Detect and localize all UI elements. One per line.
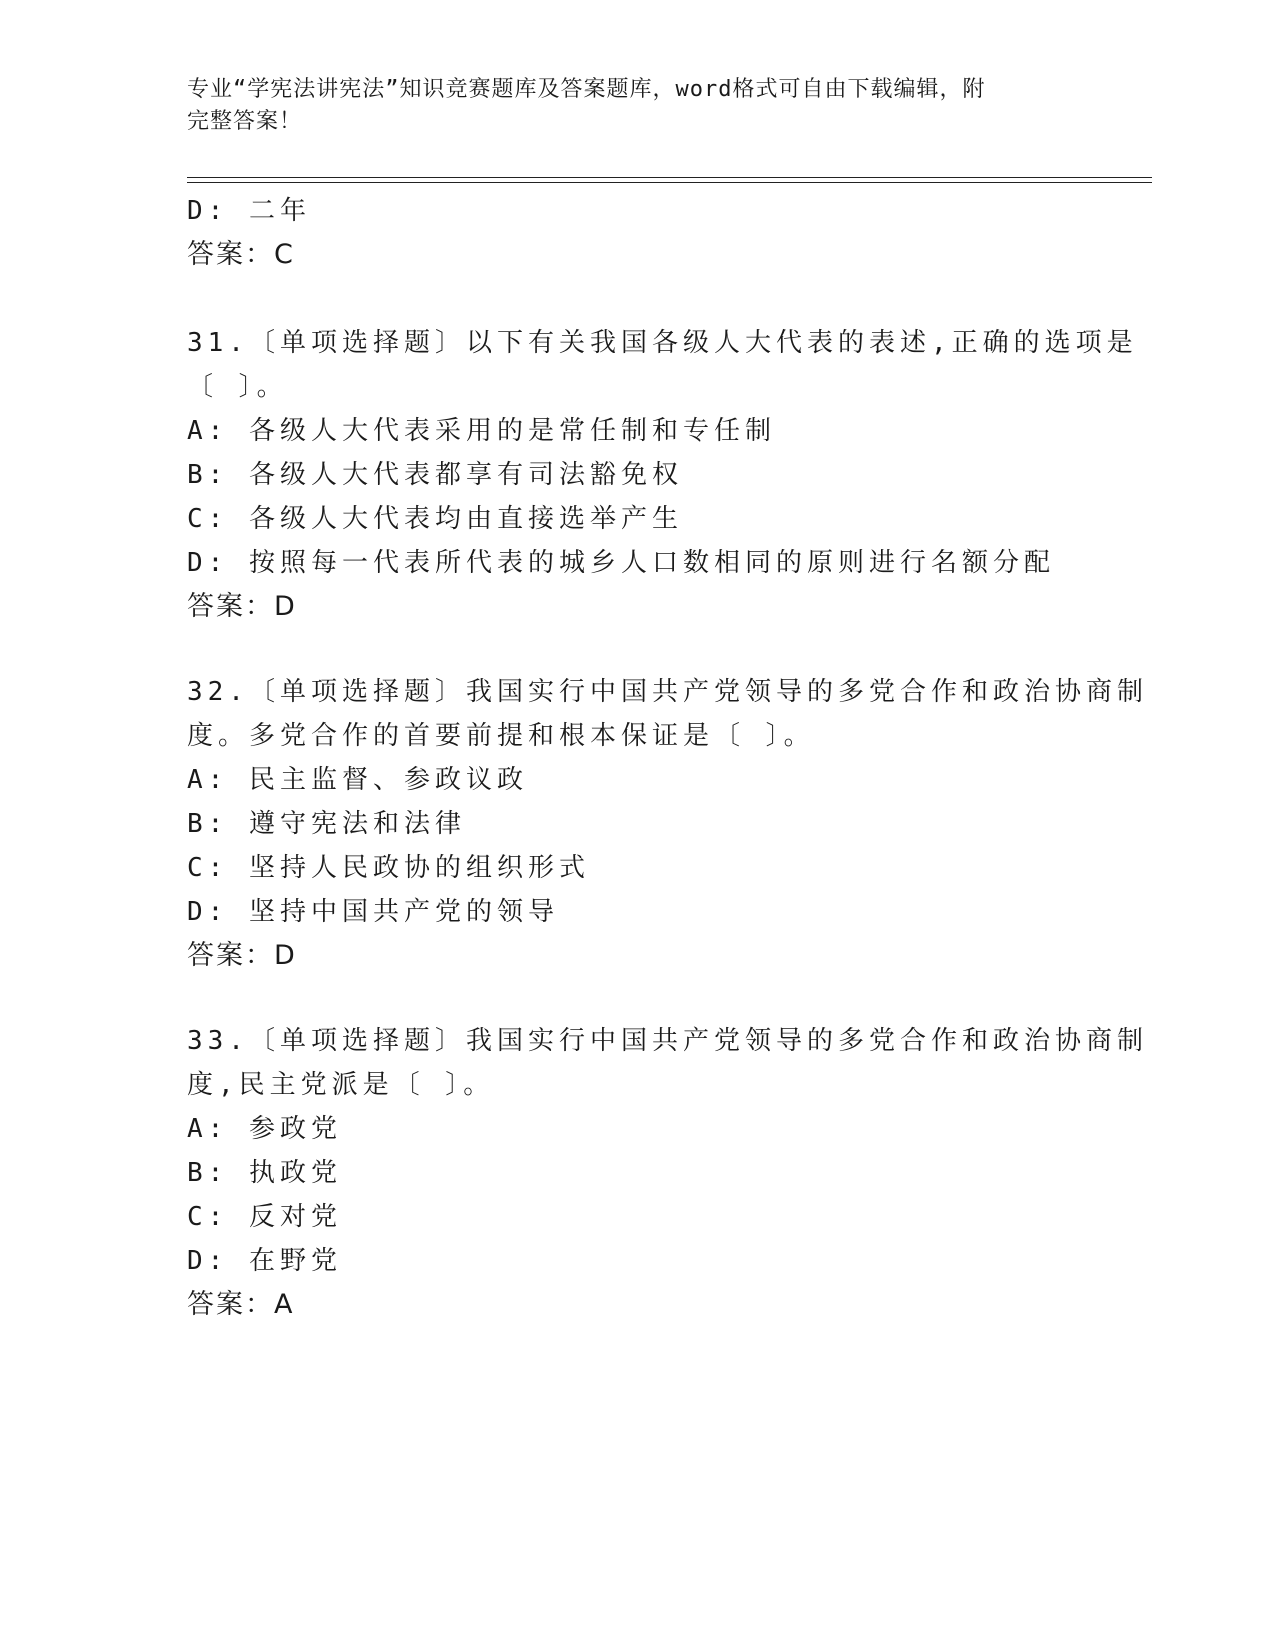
option-b: B: 各级人大代表都享有司法豁免权 — [187, 460, 683, 490]
header-line-1: 专业“学宪法讲宪法”知识竞赛题库及答案题库，word格式可自由下载编辑，附 — [187, 77, 986, 102]
header-divider-top — [187, 177, 1152, 178]
header-divider-bottom — [187, 182, 1152, 183]
document-header — [187, 74, 1067, 138]
header-line-2: 完整答案！ — [187, 109, 303, 134]
option-a: A: 参政党 — [187, 1114, 342, 1144]
option-c: C: 反对党 — [187, 1202, 342, 1232]
question-stem-line-2: 〔 〕。 — [187, 372, 288, 402]
option-c: C: 各级人大代表均由直接选举产生 — [187, 504, 683, 534]
question-stem-line-1: 31.〔单项选择题〕以下有关我国各级人大代表的表述,正确的选项是 — [187, 328, 1138, 358]
option-b: B: 遵守宪法和法律 — [187, 809, 466, 839]
question-stem-line-2: 度。多党合作的首要前提和根本保证是〔 〕。 — [187, 721, 815, 751]
option-d: D: 在野党 — [187, 1246, 342, 1276]
option-a: A: 各级人大代表采用的是常任制和专任制 — [187, 416, 776, 446]
question-stem-line-2: 度,民主党派是〔 〕。 — [187, 1070, 495, 1100]
prev-answer: 答案：C — [187, 239, 295, 270]
option-b: B: 执政党 — [187, 1158, 342, 1188]
question-stem-line-1: 32.〔单项选择题〕我国实行中国共产党领导的多党合作和政治协商制 — [187, 677, 1148, 707]
option-a: A: 民主监督、参政议政 — [187, 765, 528, 795]
option-d: D: 按照每一代表所代表的城乡人口数相同的原则进行名额分配 — [187, 548, 1055, 578]
option-c: C: 坚持人民政协的组织形式 — [187, 853, 590, 883]
question-stem-line-1: 33.〔单项选择题〕我国实行中国共产党领导的多党合作和政治协商制 — [187, 1026, 1148, 1056]
prev-option-d: D: 二年 — [187, 196, 311, 226]
answer: 答案：D — [187, 940, 297, 971]
answer: 答案：D — [187, 591, 297, 622]
answer: 答案：A — [187, 1289, 295, 1320]
option-d: D: 坚持中国共产党的领导 — [187, 897, 559, 927]
